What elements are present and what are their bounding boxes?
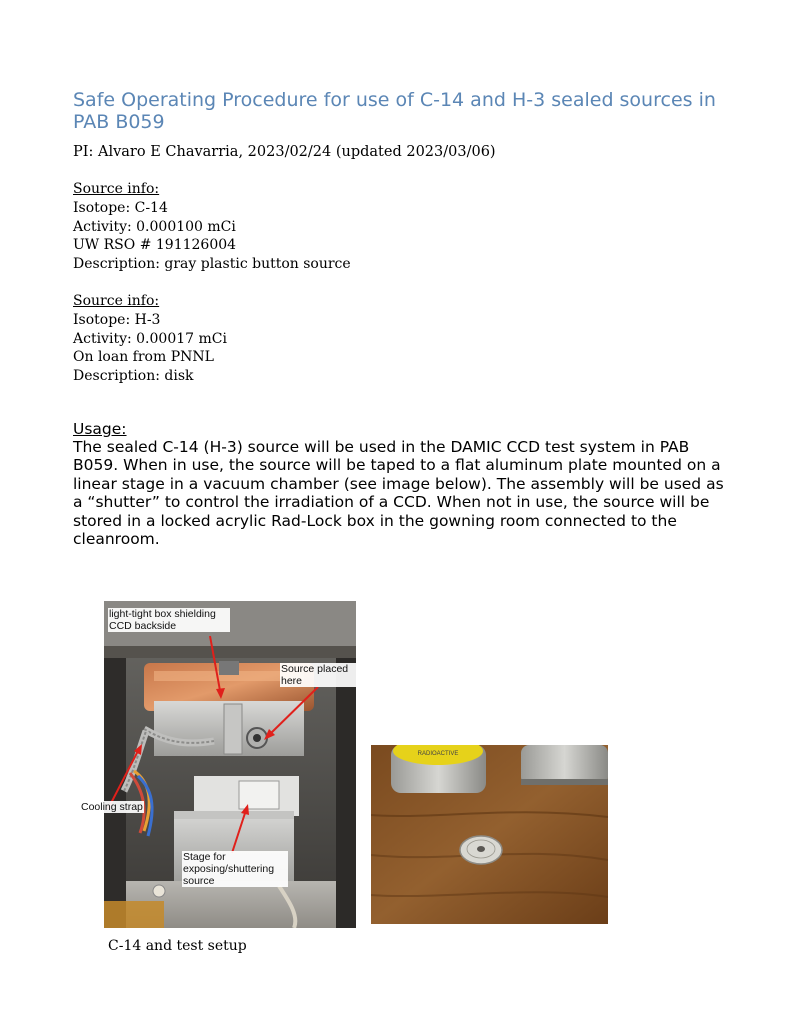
- usage-heading: Usage:: [73, 420, 127, 438]
- source-info-c14: [73, 180, 351, 274]
- pi-line: PI: Alvaro E Chavarria, 2023/02/24 (updated 2023/03/06): [73, 144, 496, 160]
- description-line: Description: disk: [73, 368, 194, 385]
- description-line: Description: gray plastic button source: [73, 256, 351, 273]
- isotope-line: Isotope: H-3: [73, 311, 161, 328]
- activity-line: Activity: 0.00017 mCi: [73, 330, 227, 347]
- activity-line: Activity: 0.000100 mCi: [73, 218, 236, 235]
- annotation-light-tight-box: light-tight box shielding CCD backside: [108, 608, 230, 632]
- loan-line: On loan from PNNL: [73, 349, 214, 366]
- source-info-heading: Source info:: [73, 181, 160, 197]
- usage-paragraph: The sealed C-14 (H-3) source will be used in the DAMIC CCD test system in PAB B059. When in use, the source will be taped to a flat aluminum plate mounted on a linear stage in a vacuum chamber (see image below). The assembly will be used as a “shutter” to control the irradiation of a CCD. When not in use, the source will be stored in a locked acrylic Rad-Lock box in the gowning room connected to the cleanroom.: [73, 438, 724, 549]
- source-info-heading: Source info:: [73, 293, 160, 309]
- annotation-stage: Stage for exposing/shuttering source: [182, 851, 288, 887]
- source-info-h3: [73, 292, 227, 386]
- test-setup-photo: [104, 601, 356, 928]
- svg-text:RADIOACTIVE: RADIOACTIVE: [417, 751, 459, 757]
- rso-line: UW RSO # 191126004: [73, 237, 237, 254]
- isotope-line: Isotope: C-14: [73, 199, 168, 216]
- figure-caption: C-14 and test setup: [108, 938, 247, 954]
- c14-source-photo: [371, 745, 608, 924]
- annotation-cooling-strap: Cooling strap: [81, 801, 143, 813]
- page-title: Safe Operating Procedure for use of C-14 and H-3 sealed sources in PAB B059: [73, 89, 716, 133]
- annotation-source-placed: Source placed here: [280, 663, 356, 687]
